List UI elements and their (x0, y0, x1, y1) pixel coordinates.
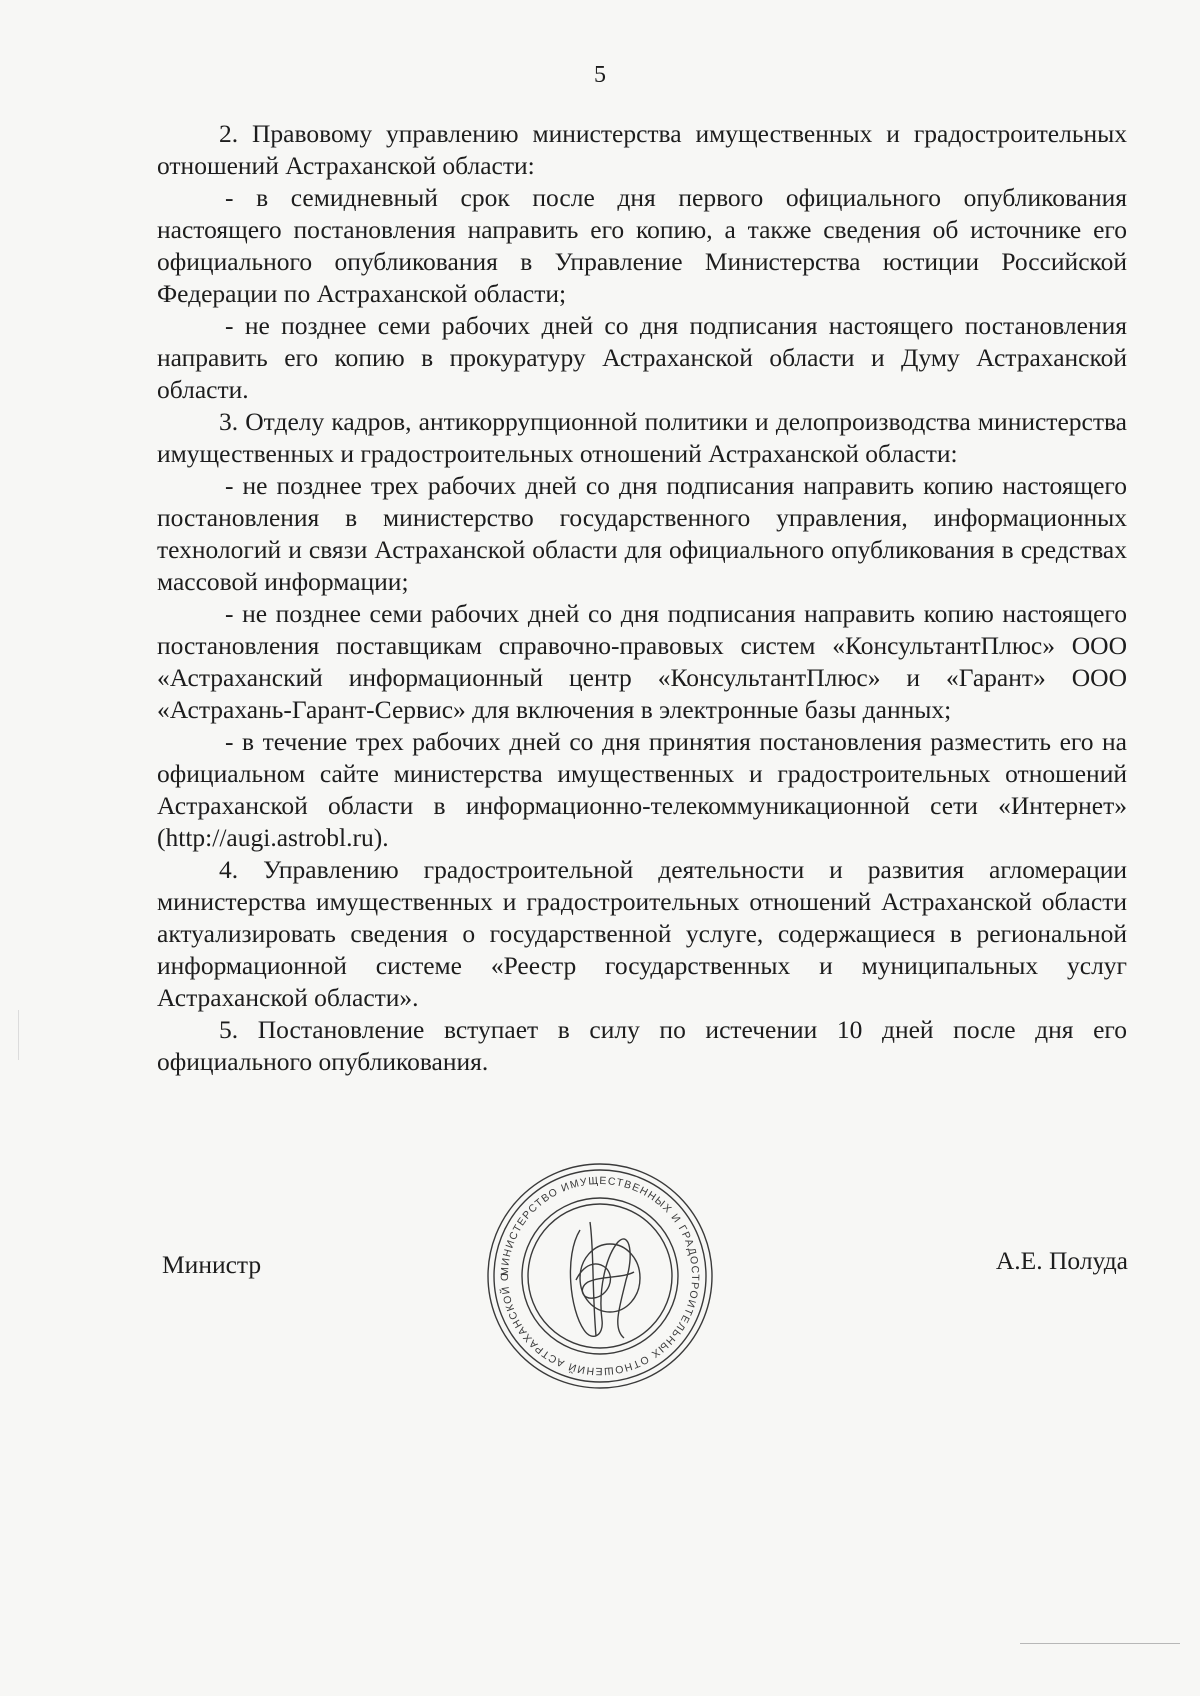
scan-artifact-line (1020, 1643, 1180, 1644)
document-body (157, 118, 1127, 1078)
paragraph-3-item-2: - не позднее семи рабочих дней со дня подписания направить копию настоящего постановления поставщикам справочно-правовых систем «КонсультантПлюс» ООО «Астраханский информационный центр «КонсультантПлюс» и «Гарант» ООО «Астрахань-Гарант-Сервис» для включения в электронные базы данных; (157, 599, 1127, 724)
signatory-title: Министр (162, 1250, 262, 1279)
paragraph-3-item-3: - в течение трех рабочих дней со дня принятия постановления разместить его на официальном сайте министерства имущественных и градостроительных отношений Астраханской области в информационно-телекоммуникационной сети «Интернет» (http://augi.astrobl.ru). (157, 727, 1127, 852)
paragraph-5: 5. Постановление вступает в силу по истечении 10 дней после дня его официального опубликования. (157, 1015, 1127, 1076)
paragraph-3-item-1: - не позднее трех рабочих дней со дня подписания направить копию настоящего постановления в министерство государственного управления, информационных технологий и связи Астраханской области для официального опубликования в средствах массовой информации; (157, 471, 1127, 596)
paragraph-2-item-1: - в семидневный срок после дня первого официального опубликования настоящего постановления направить его копию, а также сведения об источнике его официального опубликования в Управление Министерства юстиции Российской Федерации по Астраханской области; (157, 183, 1127, 308)
paragraph-3: 3. Отделу кадров, антикоррупционной политики и делопроизводства министерства имущественных и градостроительных отношений Астраханской области: (157, 407, 1127, 468)
paragraph-2-item-2: - не позднее семи рабочих дней со дня подписания настоящего постановления направить его копию в прокуратуру Астраханской области и Думу Астраханской области. (157, 311, 1127, 404)
seal-text: МИНИСТЕРСТВО ИМУЩЕСТВЕННЫХ И ГРАДОСТРОИТЕЛЬНЫХ ОТНОШЕНИЙ АСТРАХАНСКОЙ О (498, 1174, 702, 1378)
page-number: 5 (594, 62, 606, 88)
paragraph-4: 4. Управлению градостроительной деятельности и развития агломерации министерства имущественных и градостроительных отношений Астраханской области актуализировать сведения о государственной услуге, содержащиеся в региональной информационной системе «Реестр государственных и муниципальных услуг Астраханской области». (157, 855, 1127, 1012)
scan-edge-mark (18, 1010, 19, 1060)
signatory-name: А.Е. Полуда (995, 1246, 1128, 1275)
signature-block (0, 1220, 1200, 1280)
paragraph-2: 2. Правовому управлению министерства имущественных и градостроительных отношений Астраханской области: (157, 119, 1127, 180)
